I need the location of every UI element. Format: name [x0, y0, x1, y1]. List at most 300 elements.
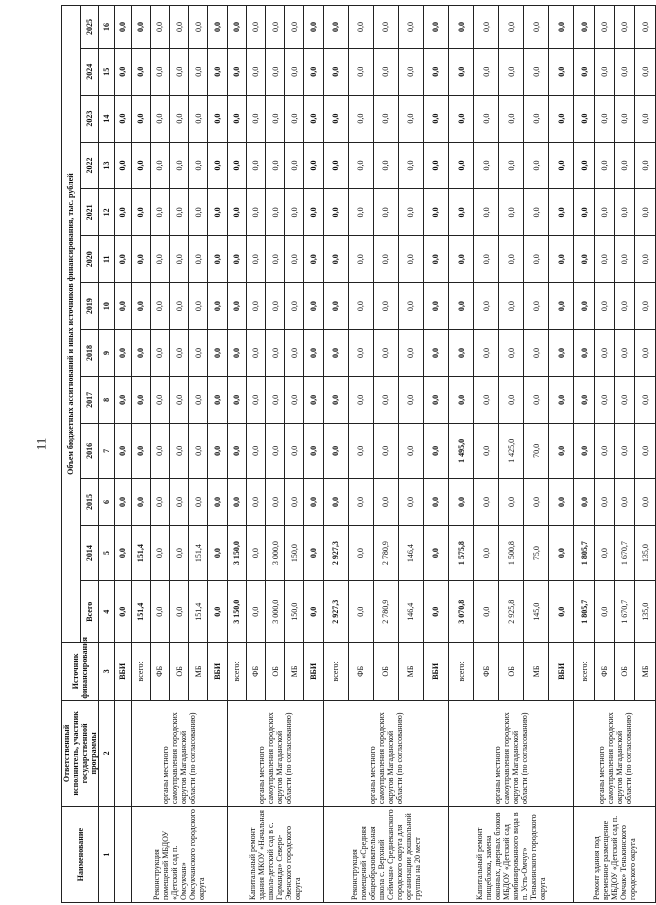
value-cell: 0,0 [398, 423, 423, 478]
value-cell: 1 500,8 [499, 525, 524, 580]
value-cell: 0,0 [474, 479, 499, 526]
value-cell: 0,0 [208, 330, 227, 377]
value-cell: 0,0 [323, 479, 348, 526]
value-cell: 0,0 [524, 376, 549, 423]
value-cell: 0,0 [398, 6, 423, 49]
value-cell: 0,0 [169, 48, 188, 95]
value-cell: 0,0 [423, 283, 448, 330]
value-cell: 0,0 [499, 236, 524, 283]
value-cell: 0,0 [474, 423, 499, 478]
value-cell: 0,0 [246, 142, 265, 189]
value-cell: 0,0 [169, 189, 188, 236]
value-cell: 0,0 [449, 283, 474, 330]
value-cell: 0,0 [285, 283, 304, 330]
value-cell: 3 000,0 [266, 581, 285, 643]
value-cell: 0,0 [304, 376, 323, 423]
value-cell: 0,0 [398, 283, 423, 330]
value-cell: 0,0 [499, 6, 524, 49]
value-cell: 0,0 [304, 95, 323, 142]
value-cell: 0,0 [549, 236, 574, 283]
value-cell: 0,0 [266, 479, 285, 526]
value-cell: 1 495,0 [449, 423, 474, 478]
value-cell: 0,0 [348, 189, 373, 236]
value-cell: 0,0 [398, 142, 423, 189]
program-name-cell: Капитальный ремонт пищеблока, замена оконных, дверных блоков МБДОУ «Детский сад комбинированного вида в п. Усть-Омчуг» Тенькинского городского округа [449, 807, 574, 903]
value-cell: 0,0 [594, 189, 614, 236]
value-cell: 0,0 [285, 376, 304, 423]
header-year: 2022 [80, 142, 99, 189]
value-cell: 0,0 [115, 479, 131, 526]
value-cell: 0,0 [549, 479, 574, 526]
value-cell: 0,0 [615, 6, 635, 49]
value-cell: 0,0 [373, 236, 398, 283]
value-cell: 0,0 [423, 95, 448, 142]
value-cell: 146,4 [398, 581, 423, 643]
value-cell: 0,0 [131, 236, 150, 283]
value-cell: 0,0 [635, 423, 656, 478]
program-name-cell: Капитальный ремонт здания МКОУ «Начальная школа-детский сад в с. Гарманда» Северо-Эвенского городского округа [227, 807, 323, 903]
value-cell: 0,0 [549, 6, 574, 49]
value-cell: 0,0 [246, 283, 265, 330]
index-cell: 15 [99, 48, 115, 95]
value-cell: 0,0 [169, 236, 188, 283]
value-cell: 3 150,0 [227, 581, 246, 643]
value-cell: 0,0 [615, 236, 635, 283]
value-cell: 0,0 [115, 330, 131, 377]
header-year: 2017 [80, 376, 99, 423]
source-cell: всего: [227, 643, 246, 701]
index-cell: 1 [99, 807, 115, 903]
value-cell: 0,0 [189, 48, 208, 95]
value-cell: 0,0 [304, 48, 323, 95]
value-cell: 1 670,7 [615, 525, 635, 580]
value-cell: 0,0 [323, 236, 348, 283]
value-cell: 0,0 [474, 236, 499, 283]
value-cell: 0,0 [499, 142, 524, 189]
value-cell: 0,0 [131, 95, 150, 142]
value-cell: 0,0 [524, 283, 549, 330]
value-cell: 0,0 [227, 330, 246, 377]
source-cell: ОБ [373, 643, 398, 701]
value-cell: 151,4 [131, 525, 150, 580]
value-cell: 0,0 [373, 376, 398, 423]
value-cell: 0,0 [285, 142, 304, 189]
value-cell: 0,0 [373, 6, 398, 49]
value-cell: 2 927,3 [323, 581, 348, 643]
value-cell: 0,0 [304, 330, 323, 377]
value-cell: 0,0 [115, 95, 131, 142]
value-cell: 0,0 [348, 142, 373, 189]
value-cell: 0,0 [150, 236, 169, 283]
value-cell: 0,0 [131, 142, 150, 189]
value-cell: 135,0 [635, 525, 656, 580]
header-year: 2018 [80, 330, 99, 377]
value-cell: 150,0 [285, 525, 304, 580]
value-cell: 0,0 [323, 283, 348, 330]
value-cell: 150,0 [285, 581, 304, 643]
value-cell: 0,0 [150, 376, 169, 423]
value-cell: 0,0 [524, 189, 549, 236]
value-cell: 0,0 [594, 236, 614, 283]
value-cell: 0,0 [115, 376, 131, 423]
value-cell: 3 070,8 [449, 581, 474, 643]
value-cell: 0,0 [449, 189, 474, 236]
source-cell: ФБ [474, 643, 499, 701]
value-cell: 0,0 [304, 479, 323, 526]
empty-executor-cell [115, 700, 131, 807]
executor-cell: органы местного самоуправления городских округов Магаданской области (по согласованию) [574, 700, 656, 807]
value-cell: 0,0 [574, 236, 594, 283]
value-cell: 0,0 [246, 236, 265, 283]
value-cell: 0,0 [115, 189, 131, 236]
value-cell: 0,0 [635, 330, 656, 377]
index-cell: 12 [99, 189, 115, 236]
source-cell: ФБ [348, 643, 373, 701]
value-cell: 0,0 [246, 423, 265, 478]
value-cell: 0,0 [373, 423, 398, 478]
value-cell: 0,0 [266, 330, 285, 377]
value-cell: 0,0 [423, 581, 448, 643]
value-cell: 0,0 [348, 581, 373, 643]
value-cell: 0,0 [227, 236, 246, 283]
value-cell: 0,0 [189, 330, 208, 377]
value-cell: 0,0 [449, 142, 474, 189]
value-cell: 151,4 [131, 581, 150, 643]
value-cell: 0,0 [150, 283, 169, 330]
value-cell: 0,0 [304, 581, 323, 643]
value-cell: 0,0 [115, 283, 131, 330]
value-cell: 0,0 [635, 189, 656, 236]
table-row [131, 6, 150, 903]
header-year: 2024 [80, 48, 99, 95]
value-cell: 0,0 [323, 6, 348, 49]
value-cell: 0,0 [423, 189, 448, 236]
value-cell: 0,0 [635, 236, 656, 283]
header-year: 2019 [80, 283, 99, 330]
value-cell: 0,0 [227, 48, 246, 95]
value-cell: 0,0 [115, 525, 131, 580]
value-cell: 0,0 [449, 48, 474, 95]
value-cell: 0,0 [574, 423, 594, 478]
rotated-table-container [61, 5, 650, 903]
value-cell: 0,0 [574, 479, 594, 526]
value-cell: 0,0 [227, 479, 246, 526]
value-cell: 0,0 [266, 189, 285, 236]
header-year: 2023 [80, 95, 99, 142]
value-cell: 0,0 [574, 48, 594, 95]
value-cell: 0,0 [208, 95, 227, 142]
value-cell: 0,0 [189, 6, 208, 49]
value-cell: 0,0 [524, 48, 549, 95]
value-cell: 0,0 [615, 142, 635, 189]
value-cell: 0,0 [208, 525, 227, 580]
value-cell: 0,0 [169, 283, 188, 330]
value-cell: 0,0 [423, 330, 448, 377]
value-cell: 0,0 [323, 142, 348, 189]
value-cell: 0,0 [449, 6, 474, 49]
index-cell: 11 [99, 236, 115, 283]
value-cell: 0,0 [285, 95, 304, 142]
source-cell: МБ [398, 643, 423, 701]
value-cell: 0,0 [266, 423, 285, 478]
source-cell: всего: [574, 643, 594, 701]
value-cell: 0,0 [348, 6, 373, 49]
value-cell: 0,0 [246, 525, 265, 580]
value-cell: 0,0 [189, 283, 208, 330]
header-year: Всего [80, 581, 99, 643]
table-row [323, 6, 348, 903]
source-cell: ВБИ [115, 643, 131, 701]
value-cell: 0,0 [169, 479, 188, 526]
value-cell: 0,0 [499, 479, 524, 526]
index-cell: 8 [99, 376, 115, 423]
value-cell: 0,0 [246, 581, 265, 643]
value-cell: 0,0 [549, 283, 574, 330]
value-cell: 0,0 [423, 423, 448, 478]
index-cell: 13 [99, 142, 115, 189]
header-name: Наименование [62, 807, 99, 903]
value-cell: 0,0 [524, 142, 549, 189]
value-cell: 0,0 [594, 6, 614, 49]
value-cell: 0,0 [131, 330, 150, 377]
value-cell: 135,0 [635, 581, 656, 643]
value-cell: 0,0 [594, 330, 614, 377]
value-cell: 0,0 [574, 95, 594, 142]
value-cell: 0,0 [423, 236, 448, 283]
value-cell: 0,0 [524, 95, 549, 142]
index-cell: 16 [99, 6, 115, 49]
value-cell: 0,0 [246, 48, 265, 95]
value-cell: 0,0 [449, 236, 474, 283]
value-cell: 0,0 [348, 236, 373, 283]
value-cell: 0,0 [474, 283, 499, 330]
value-cell: 0,0 [615, 283, 635, 330]
value-cell: 0,0 [594, 423, 614, 478]
value-cell: 0,0 [323, 376, 348, 423]
value-cell: 0,0 [549, 376, 574, 423]
value-cell: 0,0 [115, 48, 131, 95]
value-cell: 0,0 [615, 376, 635, 423]
value-cell: 0,0 [524, 6, 549, 49]
value-cell: 0,0 [423, 479, 448, 526]
value-cell: 0,0 [423, 376, 448, 423]
value-cell: 0,0 [373, 189, 398, 236]
value-cell: 151,4 [189, 525, 208, 580]
value-cell: 0,0 [246, 376, 265, 423]
value-cell: 0,0 [246, 330, 265, 377]
index-cell: 5 [99, 525, 115, 580]
value-cell: 0,0 [474, 330, 499, 377]
value-cell: 0,0 [169, 95, 188, 142]
header-year: 2021 [80, 189, 99, 236]
value-cell: 0,0 [266, 283, 285, 330]
value-cell: 0,0 [474, 95, 499, 142]
value-cell: 1 670,7 [615, 581, 635, 643]
header-year: 2016 [80, 423, 99, 478]
source-cell: ФБ [246, 643, 265, 701]
value-cell: 0,0 [398, 95, 423, 142]
executor-cell: органы местного самоуправления городских округов Магаданской области (по согласованию) [131, 700, 227, 807]
value-cell: 0,0 [208, 142, 227, 189]
value-cell: 0,0 [227, 142, 246, 189]
header-year: 2014 [80, 525, 99, 580]
header-executor: Ответственный исполнитель, участник государственной программы [62, 700, 99, 807]
value-cell: 0,0 [323, 95, 348, 142]
value-cell: 0,0 [266, 48, 285, 95]
program-name-cell: Реконструкция помещений МБДОУ «Детский сад п. Омсукчан» Омсукчанского городского округа [131, 807, 227, 903]
value-cell: 0,0 [115, 236, 131, 283]
value-cell: 0,0 [449, 479, 474, 526]
executor-cell: органы местного самоуправления городских округов Магаданской области (по согласованию) [323, 700, 448, 807]
value-cell: 0,0 [169, 376, 188, 423]
value-cell: 1 805,7 [574, 525, 594, 580]
value-cell: 0,0 [208, 189, 227, 236]
value-cell: 0,0 [348, 423, 373, 478]
value-cell: 0,0 [499, 48, 524, 95]
value-cell: 0,0 [348, 283, 373, 330]
value-cell: 0,0 [323, 189, 348, 236]
value-cell: 0,0 [304, 189, 323, 236]
value-cell: 2 927,3 [323, 525, 348, 580]
value-cell: 0,0 [373, 330, 398, 377]
value-cell: 0,0 [169, 581, 188, 643]
value-cell: 0,0 [115, 142, 131, 189]
value-cell: 0,0 [423, 142, 448, 189]
value-cell: 0,0 [594, 95, 614, 142]
value-cell: 0,0 [189, 142, 208, 189]
source-cell: ВБИ [304, 643, 323, 701]
value-cell: 0,0 [549, 330, 574, 377]
value-cell: 0,0 [398, 48, 423, 95]
source-cell: ОБ [266, 643, 285, 701]
header-source: Источник финансирования [62, 643, 99, 701]
value-cell: 0,0 [524, 479, 549, 526]
value-cell: 0,0 [285, 6, 304, 49]
value-cell: 0,0 [304, 142, 323, 189]
source-cell: ВБИ [423, 643, 448, 701]
value-cell: 0,0 [323, 330, 348, 377]
value-cell: 0,0 [474, 525, 499, 580]
value-cell: 1 575,8 [449, 525, 474, 580]
value-cell: 0,0 [398, 189, 423, 236]
value-cell: 0,0 [574, 6, 594, 49]
value-cell: 0,0 [208, 479, 227, 526]
table-row [449, 6, 474, 903]
source-cell: ОБ [499, 643, 524, 701]
value-cell: 0,0 [208, 423, 227, 478]
value-cell: 0,0 [189, 423, 208, 478]
value-cell: 0,0 [208, 581, 227, 643]
value-cell: 0,0 [266, 95, 285, 142]
value-cell: 0,0 [449, 330, 474, 377]
source-cell: ФБ [150, 643, 169, 701]
value-cell: 0,0 [208, 376, 227, 423]
value-cell: 0,0 [131, 283, 150, 330]
value-cell: 2 780,9 [373, 525, 398, 580]
value-cell: 0,0 [549, 142, 574, 189]
index-cell: 6 [99, 479, 115, 526]
value-cell: 0,0 [574, 142, 594, 189]
value-cell: 0,0 [499, 189, 524, 236]
value-cell: 0,0 [150, 48, 169, 95]
value-cell: 0,0 [449, 95, 474, 142]
value-cell: 1 425,0 [499, 423, 524, 478]
value-cell: 0,0 [615, 479, 635, 526]
value-cell: 0,0 [246, 6, 265, 49]
value-cell: 0,0 [398, 330, 423, 377]
header-row-1 [62, 6, 81, 903]
financing-table [61, 5, 656, 903]
source-cell: ВБИ [208, 643, 227, 701]
value-cell: 0,0 [594, 283, 614, 330]
value-cell: 146,4 [398, 525, 423, 580]
value-cell: 0,0 [323, 423, 348, 478]
value-cell: 0,0 [615, 48, 635, 95]
empty-name-cell [115, 807, 131, 903]
value-cell: 0,0 [246, 189, 265, 236]
source-cell: МБ [635, 643, 656, 701]
value-cell: 0,0 [549, 189, 574, 236]
table-row [227, 6, 246, 903]
value-cell: 0,0 [131, 376, 150, 423]
value-cell: 0,0 [574, 283, 594, 330]
value-cell: 0,0 [398, 479, 423, 526]
index-cell: 7 [99, 423, 115, 478]
value-cell: 0,0 [635, 6, 656, 49]
value-cell: 0,0 [227, 189, 246, 236]
source-cell: ВБИ [549, 643, 574, 701]
value-cell: 0,0 [499, 376, 524, 423]
program-name-cell: Ремонт здания под временное размещение МБДОУ «Детский сад п. Омчак» Тенькинского городского округа [574, 807, 656, 903]
value-cell: 0,0 [115, 581, 131, 643]
value-cell: 0,0 [615, 189, 635, 236]
value-cell: 2 925,8 [499, 581, 524, 643]
value-cell: 0,0 [323, 48, 348, 95]
index-cell: 3 [99, 643, 115, 701]
value-cell: 0,0 [131, 423, 150, 478]
value-cell: 0,0 [474, 581, 499, 643]
value-cell: 0,0 [635, 95, 656, 142]
value-cell: 0,0 [549, 581, 574, 643]
value-cell: 145,0 [524, 581, 549, 643]
value-cell: 0,0 [594, 48, 614, 95]
value-cell: 0,0 [266, 6, 285, 49]
value-cell: 0,0 [150, 330, 169, 377]
value-cell: 0,0 [304, 6, 323, 49]
value-cell: 0,0 [169, 423, 188, 478]
value-cell: 0,0 [246, 479, 265, 526]
value-cell: 0,0 [208, 236, 227, 283]
value-cell: 0,0 [115, 423, 131, 478]
value-cell: 0,0 [304, 283, 323, 330]
value-cell: 0,0 [574, 189, 594, 236]
value-cell: 0,0 [574, 376, 594, 423]
value-cell: 0,0 [348, 330, 373, 377]
page-number: 11 [33, 437, 49, 451]
header-volume: Объем бюджетных ассигнований и иных источников финансирования, тыс. рублей [62, 6, 81, 643]
executor-cell: органы местного самоуправления городских округов Магаданской области (по согласованию) [227, 700, 323, 807]
header-year: 2015 [80, 479, 99, 526]
index-cell: 2 [99, 700, 115, 807]
value-cell: 0,0 [474, 189, 499, 236]
index-cell: 14 [99, 95, 115, 142]
value-cell: 0,0 [423, 525, 448, 580]
value-cell: 0,0 [594, 479, 614, 526]
value-cell: 0,0 [150, 423, 169, 478]
value-cell: 0,0 [304, 525, 323, 580]
value-cell: 0,0 [208, 6, 227, 49]
value-cell: 0,0 [549, 423, 574, 478]
